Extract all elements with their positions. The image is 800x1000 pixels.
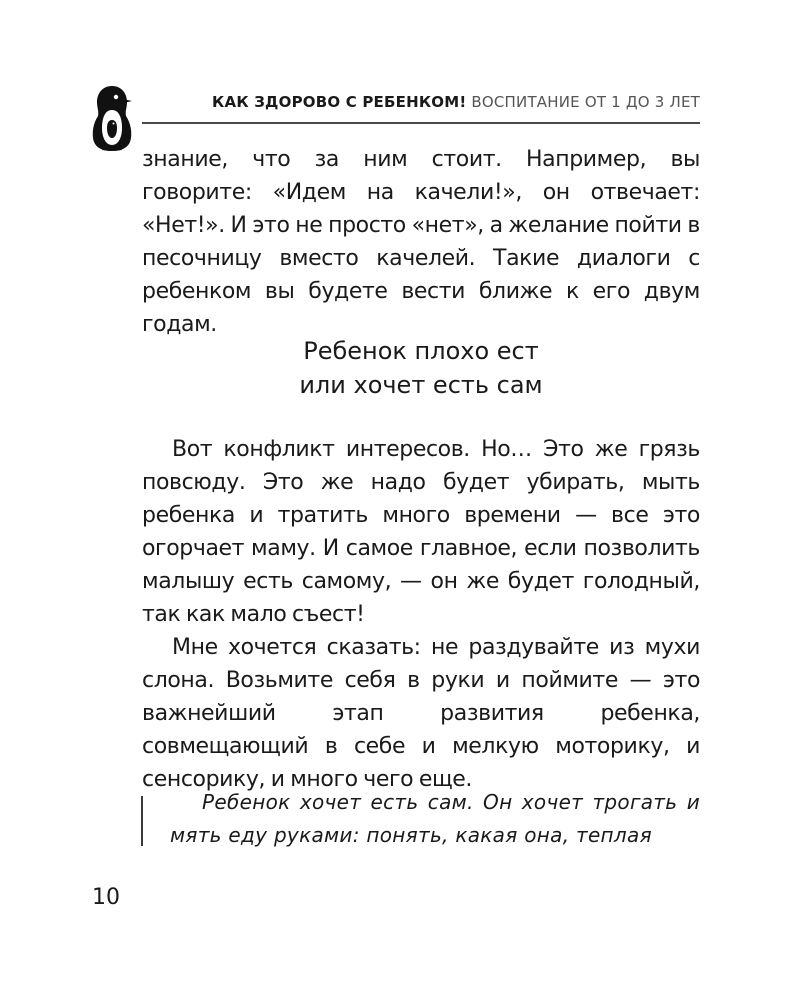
section-heading (142, 334, 700, 402)
body-paragraph-1: Вот конфликт интересов. Но… Это же грязь повсюду. Это же надо будет убирать, мыть ребенка и тратить много времени — все это огорчает маму. И самое главное, если позволить малышу есть самому, — он же будет голодный, так как мало съест! (142, 437, 700, 627)
section-heading-line-1: Ребенок плохо ест (303, 337, 539, 365)
body-paragraph-2: Мне хочется сказать: не раздувайте из мухи слона. Возьмите себя в руки и поймите — это важнейший этап развития ребенка, совмещающий в себе и мелкую моторику, и сенсорику, и много чего еще. (142, 635, 700, 792)
page-number: 10 (92, 885, 120, 910)
penguin-icon (88, 84, 136, 154)
quote-block (170, 786, 700, 852)
continuation-text-block (142, 143, 700, 341)
section-heading-line-2: или хочет есть сам (299, 371, 543, 399)
book-subtitle: ВОСПИТАНИЕ ОТ 1 ДО 3 ЛЕТ (471, 93, 700, 111)
quote-text: Ребенок хочет есть сам. Он хочет трогать и мять еду руками: понять, какая она, теплая (170, 790, 700, 847)
penguin-logo (88, 84, 136, 154)
running-header (142, 92, 700, 124)
book-title: КАК ЗДОРОВО С РЕБЕНКОМ! (212, 93, 467, 111)
continuation-paragraph: знание, что за ним стоит. Например, вы говорите: «Идем на качели!», он отвечает: «Нет!». И это не просто «нет», а желание пойти в песочницу вместо качелей. Такие диалоги с ребенком вы будете вести ближе к его двум годам. (142, 147, 700, 337)
section-text-block (142, 433, 700, 796)
